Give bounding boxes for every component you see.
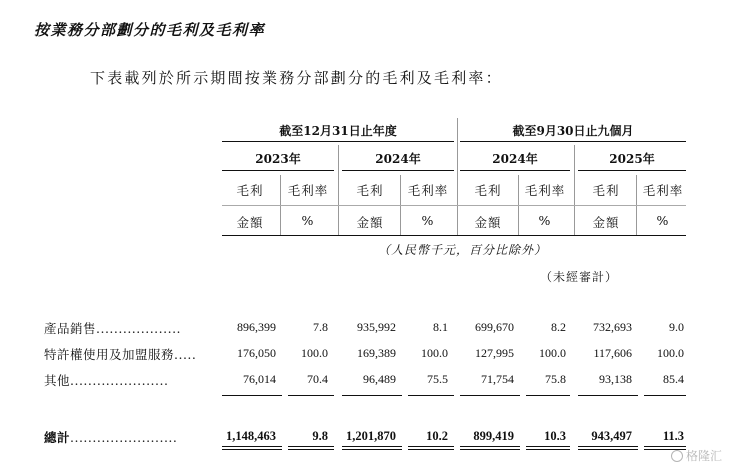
col-separator (574, 145, 575, 235)
col-separator (338, 145, 339, 235)
total-double-rule (342, 446, 402, 450)
cell: 935,992 (357, 320, 396, 334)
cell: 11.3 (662, 429, 684, 443)
year-underline-2 (342, 170, 454, 171)
subtotal-rule (644, 395, 686, 396)
subtotal-rule (288, 395, 334, 396)
subtotal-rule (222, 395, 282, 396)
col-header-bottom: % (301, 213, 315, 228)
cell: 100.0 (539, 346, 566, 360)
row-label: 總計........................ (44, 430, 178, 445)
total-double-rule (408, 446, 454, 450)
col-header-top: 毛利率 (407, 183, 449, 198)
watermark: 格隆汇 (671, 447, 722, 464)
cell: 899,419 (473, 429, 514, 443)
cell: 8.2 (551, 320, 566, 334)
cell: 9.0 (669, 320, 684, 334)
cell: 75.8 (545, 372, 566, 386)
total-double-rule (288, 446, 334, 450)
year-2024-9m: 2024年 (492, 152, 538, 166)
col-separator (457, 118, 458, 235)
col-header-top: 毛利率 (287, 183, 329, 198)
cell: 9.8 (312, 429, 328, 443)
cell: 76,014 (243, 372, 276, 386)
cell: 85.4 (663, 372, 684, 386)
row-label: 特許權使用及加盟服務..... (44, 347, 197, 362)
year-2023: 2023年 (255, 152, 301, 166)
col-header-bottom: 金額 (592, 215, 620, 230)
row-label: 產品銷售................... (44, 321, 182, 336)
period-header-year: 截至12月31日止年度 (279, 124, 397, 138)
total-double-rule (460, 446, 520, 450)
year-underline-3 (460, 170, 570, 171)
unit-note: （人民幣千元，百分比除外） (378, 243, 548, 257)
year-underline-4 (578, 170, 686, 171)
col-header-bottom: 金額 (236, 215, 264, 230)
row-label: 其他...................... (44, 373, 169, 388)
total-double-rule (222, 446, 282, 450)
cell: 1,148,463 (226, 429, 276, 443)
period-underline-2 (460, 141, 686, 142)
unaudited-note: （未經審計） (540, 270, 619, 284)
cell: 8.1 (433, 320, 448, 334)
subtotal-rule (460, 395, 520, 396)
col-header-bottom: 金額 (474, 215, 502, 230)
period-underline-1 (222, 141, 454, 142)
cell: 96,489 (363, 372, 396, 386)
year-underline-1 (222, 170, 334, 171)
watermark-logo-icon (671, 450, 683, 462)
cell: 1,201,870 (346, 429, 396, 443)
cell: 943,497 (591, 429, 632, 443)
col-header-top: 毛利率 (524, 183, 566, 198)
col-header-top: 毛利 (592, 183, 620, 198)
cell: 10.2 (426, 429, 448, 443)
cell: 896,399 (237, 320, 276, 334)
cell: 75.5 (427, 372, 448, 386)
cell: 699,670 (475, 320, 514, 334)
year-2025-9m: 2025年 (609, 152, 655, 166)
total-double-rule (526, 446, 570, 450)
intro-text: 下表載列於所示期間按業務分部劃分的毛利及毛利率： (90, 69, 503, 87)
col-header-bottom: % (421, 213, 435, 228)
col-header-bottom: 金額 (356, 215, 384, 230)
period-header-nine-months: 截至9月30日止九個月 (512, 124, 634, 138)
col-header-top: 毛利 (356, 183, 384, 198)
subtotal-rule (578, 395, 638, 396)
total-double-rule (578, 446, 638, 450)
cell: 7.8 (313, 320, 328, 334)
cell: 127,995 (475, 346, 514, 360)
col-header-top: 毛利率 (642, 183, 684, 198)
cell: 100.0 (421, 346, 448, 360)
cell: 117,606 (593, 346, 632, 360)
cell: 176,050 (237, 346, 276, 360)
cell: 70.4 (307, 372, 328, 386)
section-heading: 按業務分部劃分的毛利及毛利率 (34, 21, 266, 39)
cell: 100.0 (301, 346, 328, 360)
cell: 10.3 (544, 429, 566, 443)
col-header-top: 毛利 (236, 183, 264, 198)
cell: 71,754 (481, 372, 514, 386)
year-2024-full: 2024年 (375, 152, 421, 166)
header-mid-rule (222, 205, 686, 206)
subtotal-rule (342, 395, 402, 396)
cell: 93,138 (599, 372, 632, 386)
col-header-top: 毛利 (474, 183, 502, 198)
cell: 169,389 (357, 346, 396, 360)
subtotal-rule (408, 395, 454, 396)
col-header-bottom: % (656, 213, 670, 228)
cell: 732,693 (593, 320, 632, 334)
cell: 100.0 (657, 346, 684, 360)
col-header-bottom: % (538, 213, 552, 228)
subtotal-rule (526, 395, 570, 396)
header-bottom-rule (222, 235, 686, 236)
